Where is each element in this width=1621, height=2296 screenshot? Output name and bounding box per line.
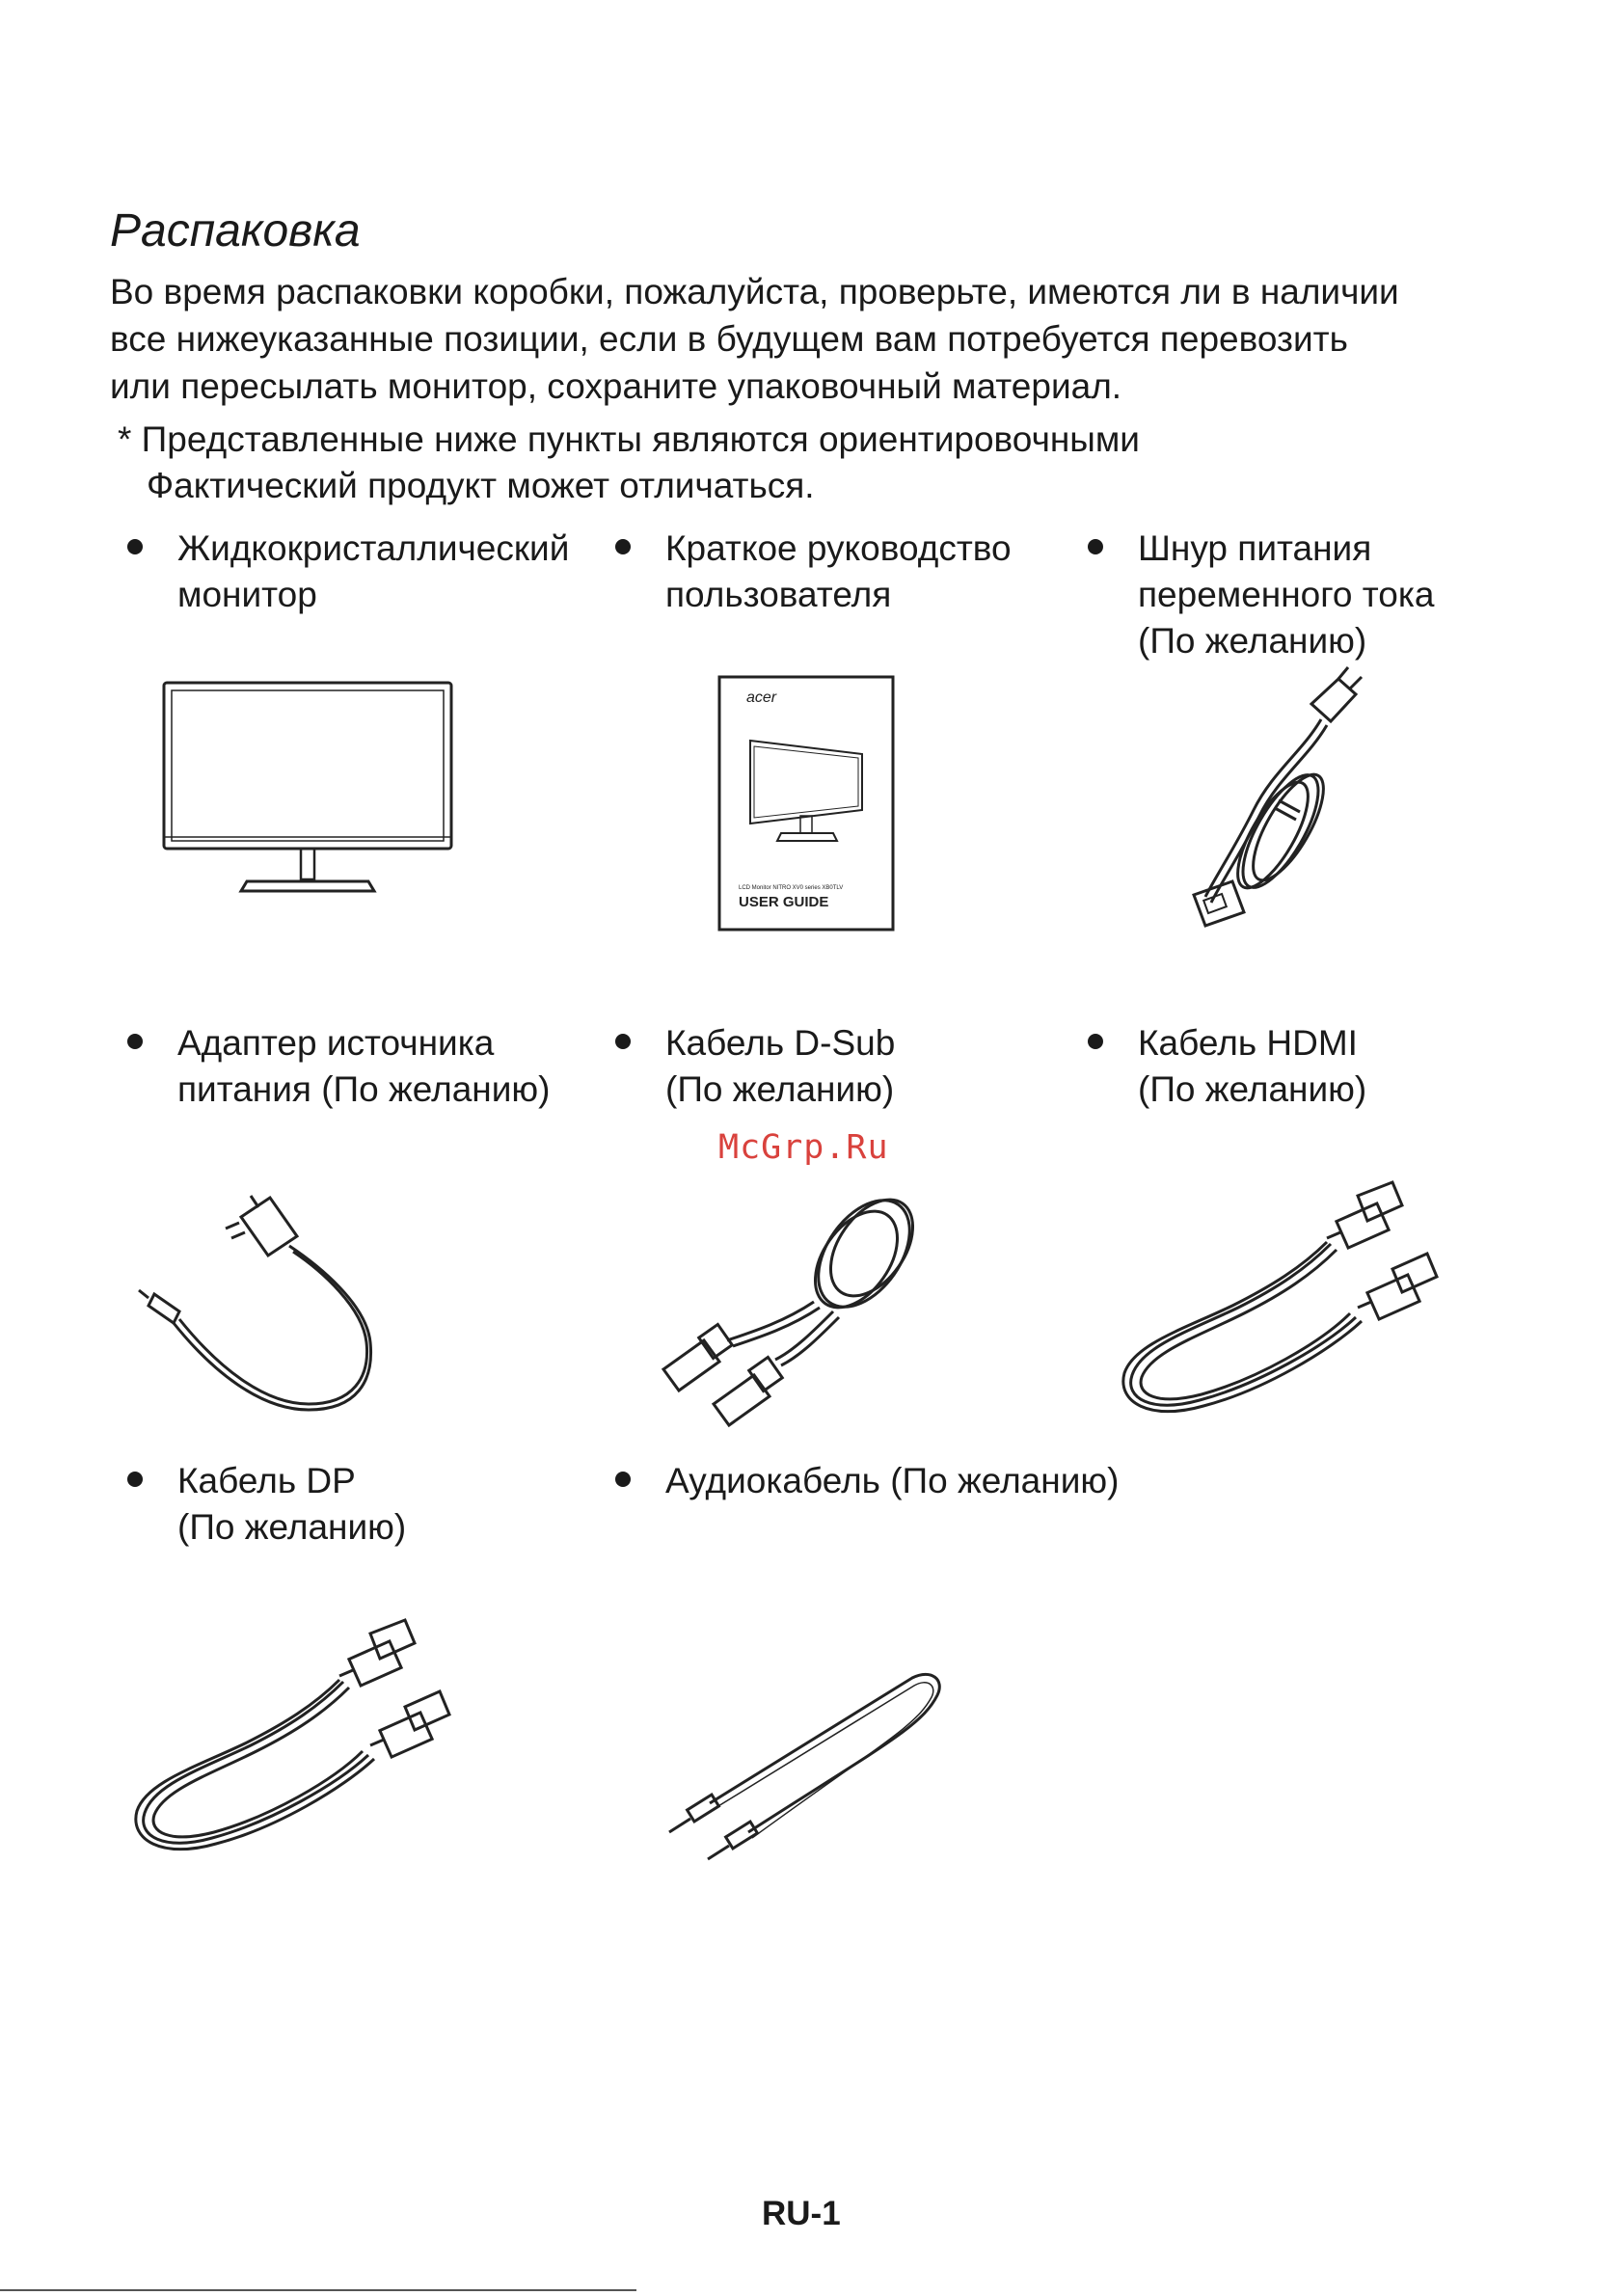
- lcd-monitor-icon: [162, 681, 455, 899]
- intro-line: Во время распаковки коробки, пожалуйста, проверьте, имеются ли в наличии: [110, 272, 1399, 311]
- guide-brand: acer: [746, 689, 777, 706]
- item-label: Кабель DP: [177, 1461, 356, 1500]
- page-title: Распаковка: [110, 205, 361, 257]
- footer-rule: [0, 2289, 636, 2291]
- item-label: (По желанию): [177, 1507, 407, 1547]
- dp-cable-icon: [125, 1620, 482, 1871]
- bullet-icon: [1088, 539, 1103, 554]
- dsub-cable-icon: [650, 1176, 949, 1427]
- ac-power-cord-icon: [1176, 665, 1408, 945]
- item-label: (По желанию): [1138, 621, 1367, 661]
- page-number: RU-1: [762, 2195, 841, 2232]
- item-label: Адаптер источника: [177, 1023, 495, 1063]
- bullet-icon: [127, 1472, 143, 1487]
- disclaimer-note: [118, 417, 1140, 509]
- intro-paragraph: [110, 268, 1537, 410]
- guide-subtitle: LCD Monitor NITRO XV0 series XB0TLV: [739, 885, 844, 891]
- note-line: Фактический продукт может отличаться.: [147, 466, 815, 505]
- item-label: монитор: [177, 575, 317, 614]
- item-label: (По желанию): [1138, 1069, 1367, 1109]
- user-guide-booklet-icon: [717, 675, 897, 933]
- bullet-icon: [127, 1034, 143, 1049]
- intro-line: все нижеуказанные позиции, если в будущем вам потребуется перевозить: [110, 319, 1348, 359]
- item-label: пользователя: [665, 575, 892, 614]
- bullet-icon: [615, 1034, 631, 1049]
- item-label: (По желанию): [665, 1069, 895, 1109]
- bullet-icon: [615, 539, 631, 554]
- intro-line: или пересылать монитор, сохраните упаковочный материал.: [110, 366, 1122, 406]
- item-label: питания (По желанию): [177, 1069, 551, 1109]
- bullet-icon: [615, 1472, 631, 1487]
- item-label: Краткое руководство: [665, 528, 1012, 568]
- watermark-text: McGrp.Ru: [718, 1128, 889, 1167]
- bullet-icon: [1088, 1034, 1103, 1049]
- item-label: Кабель D-Sub: [665, 1023, 896, 1063]
- item-label: Аудиокабель (По желанию): [665, 1461, 1120, 1500]
- guide-label: USER GUIDE: [739, 894, 829, 910]
- item-label: Кабель HDMI: [1138, 1023, 1358, 1063]
- item-label: Шнур питания: [1138, 528, 1372, 568]
- audio-cable-icon: [652, 1668, 951, 1861]
- bullet-icon: [127, 539, 143, 554]
- hdmi-cable-icon: [1113, 1182, 1470, 1433]
- item-label: переменного тока: [1138, 575, 1435, 614]
- note-line: * Представленные ниже пункты являются ориентировочными: [118, 419, 1140, 459]
- power-adapter-icon: [145, 1178, 376, 1439]
- item-label: Жидкокристаллический: [177, 528, 570, 568]
